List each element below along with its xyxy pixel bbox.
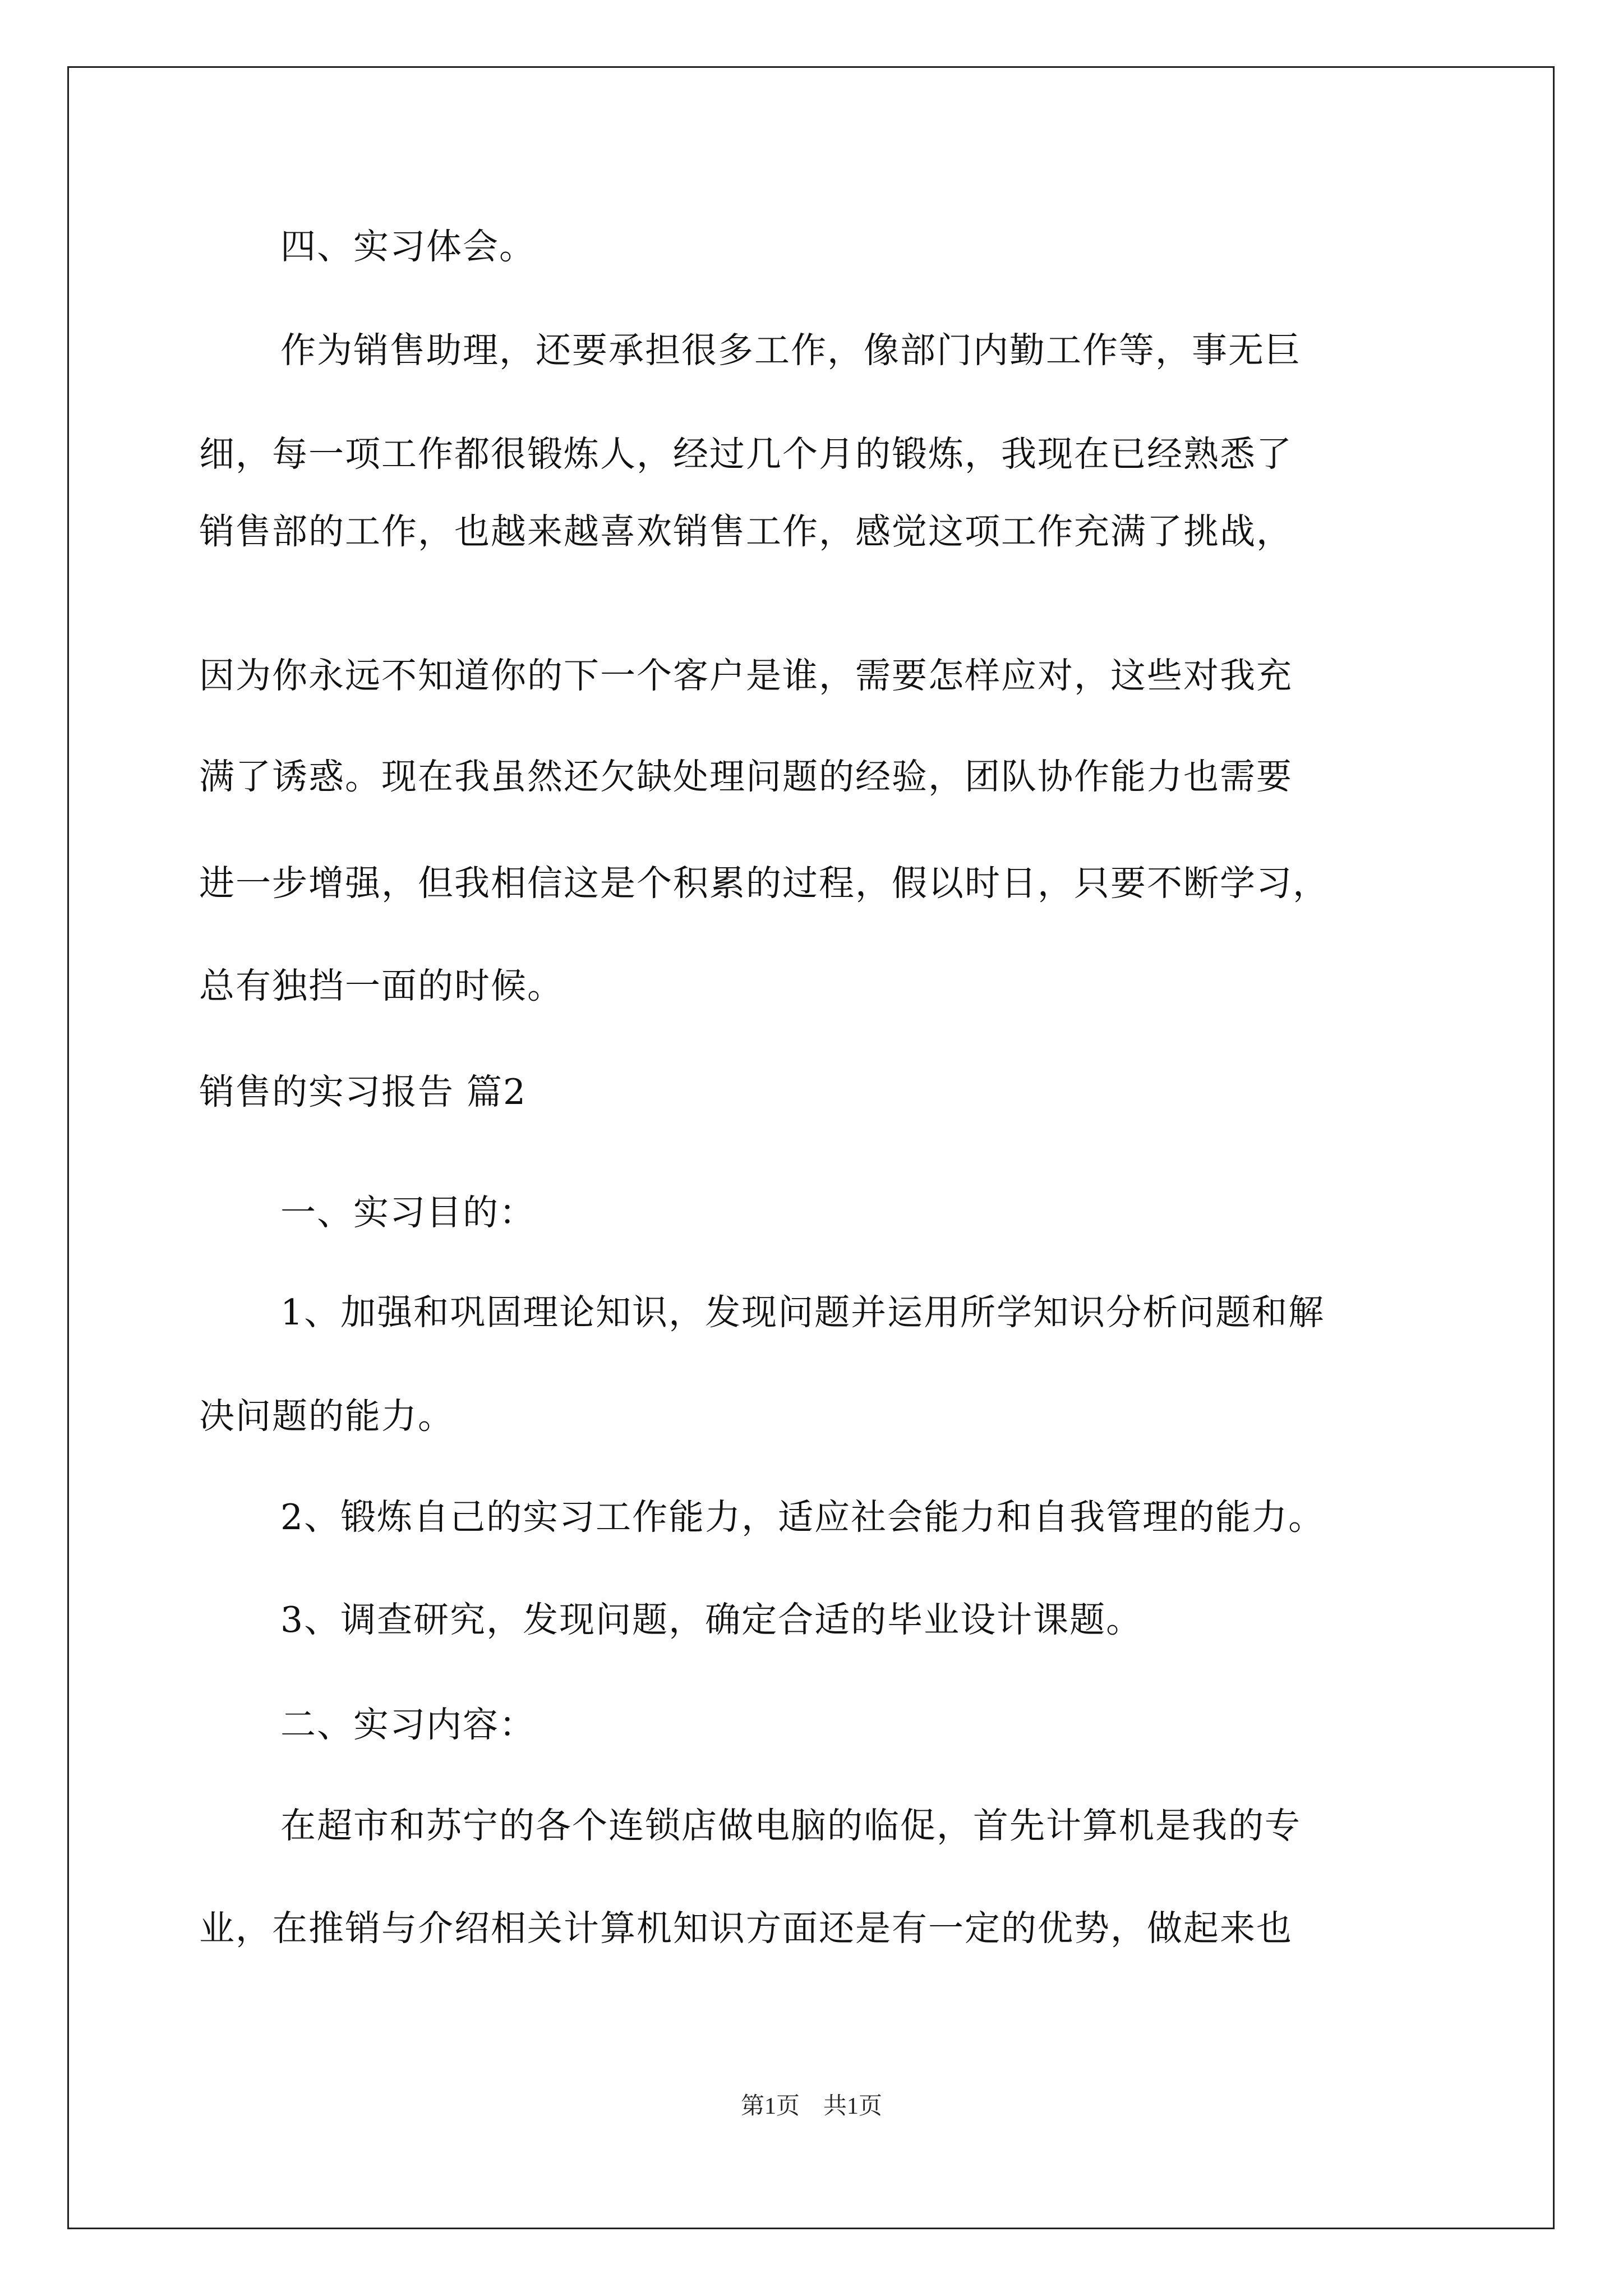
paragraph-line: 作为销售助理，还要承担很多工作，像部门内勤工作等，事无巨 (280, 330, 1301, 371)
paragraph-line: 销售部的工作，也越来越喜欢销售工作，感觉这项工作充满了挑战， (199, 511, 1293, 552)
paragraph-line: 在超市和苏宁的各个连锁店做电脑的临促，首先计算机是我的专 (280, 1805, 1301, 1846)
page-border (67, 66, 1555, 2229)
section-heading-experience: 四、实习体会。 (280, 226, 536, 267)
article-title: 销售的实习报告 篇2 (199, 1071, 527, 1112)
list-item-continuation: 决问题的能力。 (199, 1396, 454, 1437)
paragraph-line: 细，每一项工作都很锻炼人，经过几个月的锻炼，我现在已经熟悉了 (199, 434, 1293, 475)
page-footer: 第1页 共1页 (740, 2093, 882, 2119)
list-item: 3、调查研究，发现问题，确定合适的毕业设计课题。 (280, 1599, 1143, 1640)
section-heading-content: 二、实习内容： (280, 1704, 536, 1745)
paragraph-line: 进一步增强，但我相信这是个积累的过程，假以时日，只要不断学习， (199, 863, 1329, 904)
paragraph-line: 业，在推销与介绍相关计算机知识方面还是有一定的优势，做起来也 (199, 1908, 1293, 1949)
paragraph-line: 总有独挡一面的时候。 (199, 965, 564, 1006)
section-heading-purpose: 一、实习目的： (280, 1192, 536, 1233)
paragraph-line: 因为你永远不知道你的下一个客户是谁，需要怎样应对，这些对我充 (199, 655, 1293, 696)
list-item: 2、锻炼自己的实习工作能力，适应社会能力和自我管理的能力。 (280, 1497, 1325, 1538)
list-item: 1、加强和巩固理论知识，发现问题并运用所学知识分析问题和解 (280, 1292, 1325, 1333)
paragraph-line: 满了诱惑。现在我虽然还欠缺处理问题的经验，团队协作能力也需要 (199, 756, 1293, 797)
